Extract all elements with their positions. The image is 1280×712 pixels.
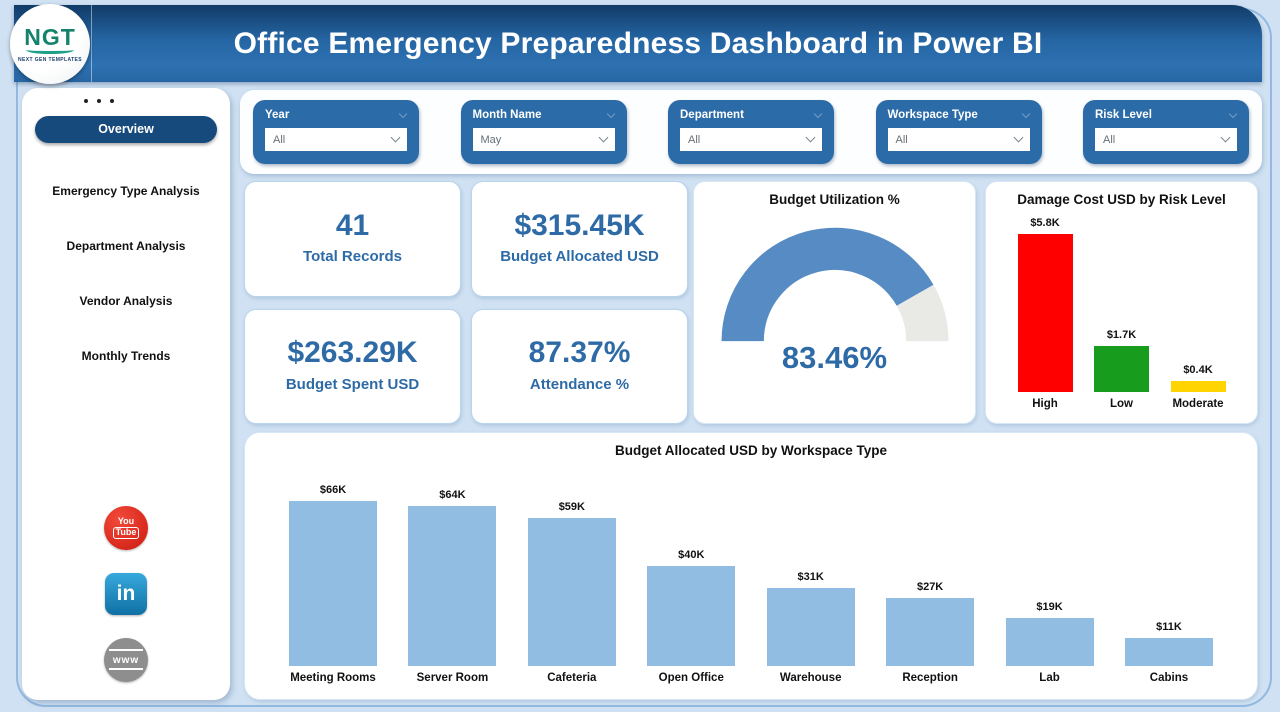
bar-cafeteria[interactable] bbox=[528, 518, 616, 666]
bar-value-cabins: $11K bbox=[1156, 621, 1182, 633]
filter-value-workspace-type: All bbox=[895, 133, 908, 146]
filter-value-month-name: May bbox=[480, 133, 502, 146]
sidebar-item-overview[interactable]: Overview bbox=[35, 116, 217, 143]
sidebar-item-monthly-trends[interactable]: Monthly Trends bbox=[81, 349, 171, 363]
bar-category-reception: Reception bbox=[902, 672, 958, 684]
kpi-label-budget-allocated-usd: Budget Allocated USD bbox=[500, 248, 659, 266]
filter-value-department: All bbox=[688, 133, 701, 146]
kpi-card-total-records bbox=[244, 181, 461, 297]
gauge-card bbox=[693, 181, 976, 424]
youtube-label-bottom: Tube bbox=[113, 527, 140, 539]
sidebar bbox=[22, 88, 230, 700]
chevron-down-icon bbox=[806, 133, 816, 143]
bar-high[interactable] bbox=[1018, 234, 1073, 392]
bar-category-open-office: Open Office bbox=[658, 672, 724, 684]
gauge-value: 83.46% bbox=[781, 340, 888, 375]
bar-category-server-room: Server Room bbox=[416, 672, 489, 684]
filter-month-name bbox=[461, 100, 627, 164]
bar-cabins[interactable] bbox=[1125, 638, 1213, 666]
youtube-icon[interactable] bbox=[104, 506, 148, 550]
bar-category-cabins: Cabins bbox=[1149, 672, 1189, 684]
kpi-label-total-records: Total Records bbox=[303, 248, 402, 266]
workspace-chart bbox=[281, 477, 1221, 687]
bar-category-warehouse: Warehouse bbox=[779, 672, 842, 684]
bar-column-open-office bbox=[639, 549, 743, 687]
logo-text: NGT bbox=[24, 23, 76, 50]
logo-subtext: NEXT GEN TEMPLATES bbox=[17, 56, 83, 63]
risk-chart-card bbox=[985, 181, 1258, 424]
ngt-logo bbox=[10, 4, 90, 84]
kpi-value-total-records: 41 bbox=[335, 208, 370, 242]
bar-category-cafeteria: Cafeteria bbox=[547, 672, 597, 684]
filter-label-department: Department bbox=[680, 109, 744, 121]
bar-value-high: $5.8K bbox=[1030, 217, 1060, 229]
gauge-fill-arc bbox=[742, 249, 914, 341]
filter-dropdown-year[interactable] bbox=[265, 128, 407, 151]
bar-warehouse[interactable] bbox=[767, 588, 855, 666]
filter-label-month-name: Month Name bbox=[472, 109, 542, 121]
bar-meeting-rooms[interactable] bbox=[289, 501, 377, 666]
risk-chart bbox=[996, 218, 1247, 413]
bar-value-cafeteria: $59K bbox=[558, 501, 585, 513]
bar-value-reception: $27K bbox=[916, 581, 944, 593]
globe-label: www bbox=[112, 654, 140, 666]
filter-value-year: All bbox=[273, 133, 286, 146]
bar-moderate[interactable] bbox=[1171, 381, 1226, 392]
kpi-card-budget-spent-usd bbox=[244, 309, 461, 425]
bar-category-moderate: Moderate bbox=[1172, 398, 1224, 410]
bar-category-meeting-rooms: Meeting Rooms bbox=[290, 672, 376, 684]
kpi-label-budget-spent-usd: Budget Spent USD bbox=[285, 375, 420, 393]
header-divider bbox=[91, 5, 92, 82]
filter-dropdown-risk-level[interactable] bbox=[1095, 128, 1237, 151]
linkedin-icon[interactable]: in bbox=[105, 573, 147, 615]
risk-chart-title: Damage Cost USD by Risk Level bbox=[1017, 192, 1226, 207]
bar-value-moderate: $0.4K bbox=[1183, 364, 1213, 376]
filter-risk-level bbox=[1083, 100, 1249, 164]
filter-dropdown-workspace-type[interactable] bbox=[888, 128, 1030, 151]
bar-reception[interactable] bbox=[886, 598, 974, 666]
kpi-value-budget-allocated-usd: $315.45K bbox=[514, 208, 645, 242]
bar-column-server-room bbox=[400, 489, 504, 687]
logo-swoosh-icon bbox=[26, 46, 74, 54]
bar-low[interactable] bbox=[1094, 346, 1149, 392]
bar-column-moderate bbox=[1171, 364, 1226, 413]
bar-column-cafeteria bbox=[520, 501, 624, 687]
filter-year bbox=[253, 100, 419, 164]
website-globe-icon[interactable] bbox=[104, 638, 148, 682]
kpi-card-attendance bbox=[471, 309, 688, 425]
bar-column-meeting-rooms bbox=[281, 484, 385, 687]
page-title: Office Emergency Preparedness Dashboard in Power BI bbox=[233, 27, 1043, 60]
globe-lines bbox=[109, 649, 143, 651]
kpi-label-attendance: Attendance % bbox=[529, 375, 630, 393]
bar-column-warehouse bbox=[759, 571, 863, 687]
bar-value-open-office: $40K bbox=[678, 549, 705, 561]
filter-label-workspace-type: Workspace Type bbox=[887, 109, 978, 121]
bar-column-reception bbox=[878, 581, 982, 687]
sidebar-item-department-analysis[interactable]: Department Analysis bbox=[66, 239, 186, 253]
chevron-down-icon bbox=[1221, 133, 1231, 143]
bar-value-server-room: $64K bbox=[439, 489, 466, 501]
filter-dropdown-department[interactable] bbox=[680, 128, 822, 151]
header-bar bbox=[14, 5, 1262, 82]
bar-lab[interactable] bbox=[1006, 618, 1094, 666]
workspace-chart-card bbox=[244, 432, 1258, 700]
filter-bar bbox=[240, 90, 1262, 174]
chevron-down-icon bbox=[598, 133, 608, 143]
bar-category-lab: Lab bbox=[1039, 672, 1060, 684]
filter-department bbox=[668, 100, 834, 164]
gauge-chart bbox=[710, 220, 960, 345]
kpi-card-budget-allocated-usd bbox=[471, 181, 688, 297]
chevron-down-icon bbox=[391, 133, 401, 143]
bar-category-high: High bbox=[1032, 398, 1058, 410]
bar-value-low: $1.7K bbox=[1106, 329, 1137, 341]
filter-value-risk-level: All bbox=[1103, 133, 1116, 146]
workspace-chart-title: Budget Allocated USD by Workspace Type bbox=[614, 443, 888, 458]
kpi-grid bbox=[244, 181, 688, 424]
bar-server-room[interactable] bbox=[408, 506, 496, 666]
gauge-track-arc bbox=[915, 295, 927, 341]
sidebar-item-emergency-type-analysis[interactable]: Emergency Type Analysis bbox=[52, 184, 200, 198]
bar-open-office[interactable] bbox=[647, 566, 735, 666]
bar-value-warehouse: $31K bbox=[797, 571, 824, 583]
bar-column-low bbox=[1094, 329, 1149, 413]
sidebar-item-vendor-analysis[interactable]: Vendor Analysis bbox=[79, 294, 173, 308]
chevron-down-icon bbox=[1013, 133, 1023, 143]
bar-category-low: Low bbox=[1110, 398, 1133, 410]
kpi-value-attendance: 87.37% bbox=[528, 336, 631, 370]
filter-label-risk-level: Risk Level bbox=[1095, 109, 1152, 121]
main-content bbox=[240, 90, 1262, 702]
filter-dropdown-month-name[interactable] bbox=[473, 128, 615, 151]
menu-dots-icon bbox=[84, 99, 114, 103]
filter-label-year: Year bbox=[265, 109, 290, 121]
bar-column-lab bbox=[998, 601, 1102, 687]
bar-value-lab: $19K bbox=[1036, 601, 1063, 613]
gauge-title: Budget Utilization % bbox=[769, 192, 900, 207]
bar-column-cabins bbox=[1117, 621, 1221, 687]
sidebar-menu bbox=[22, 116, 230, 363]
social-links bbox=[22, 506, 230, 682]
bar-column-high bbox=[1018, 217, 1073, 413]
kpi-value-budget-spent-usd: $263.29K bbox=[287, 336, 418, 370]
youtube-label-top: You bbox=[117, 516, 135, 527]
filter-workspace-type bbox=[876, 100, 1042, 164]
bar-value-meeting-rooms: $66K bbox=[319, 484, 347, 496]
